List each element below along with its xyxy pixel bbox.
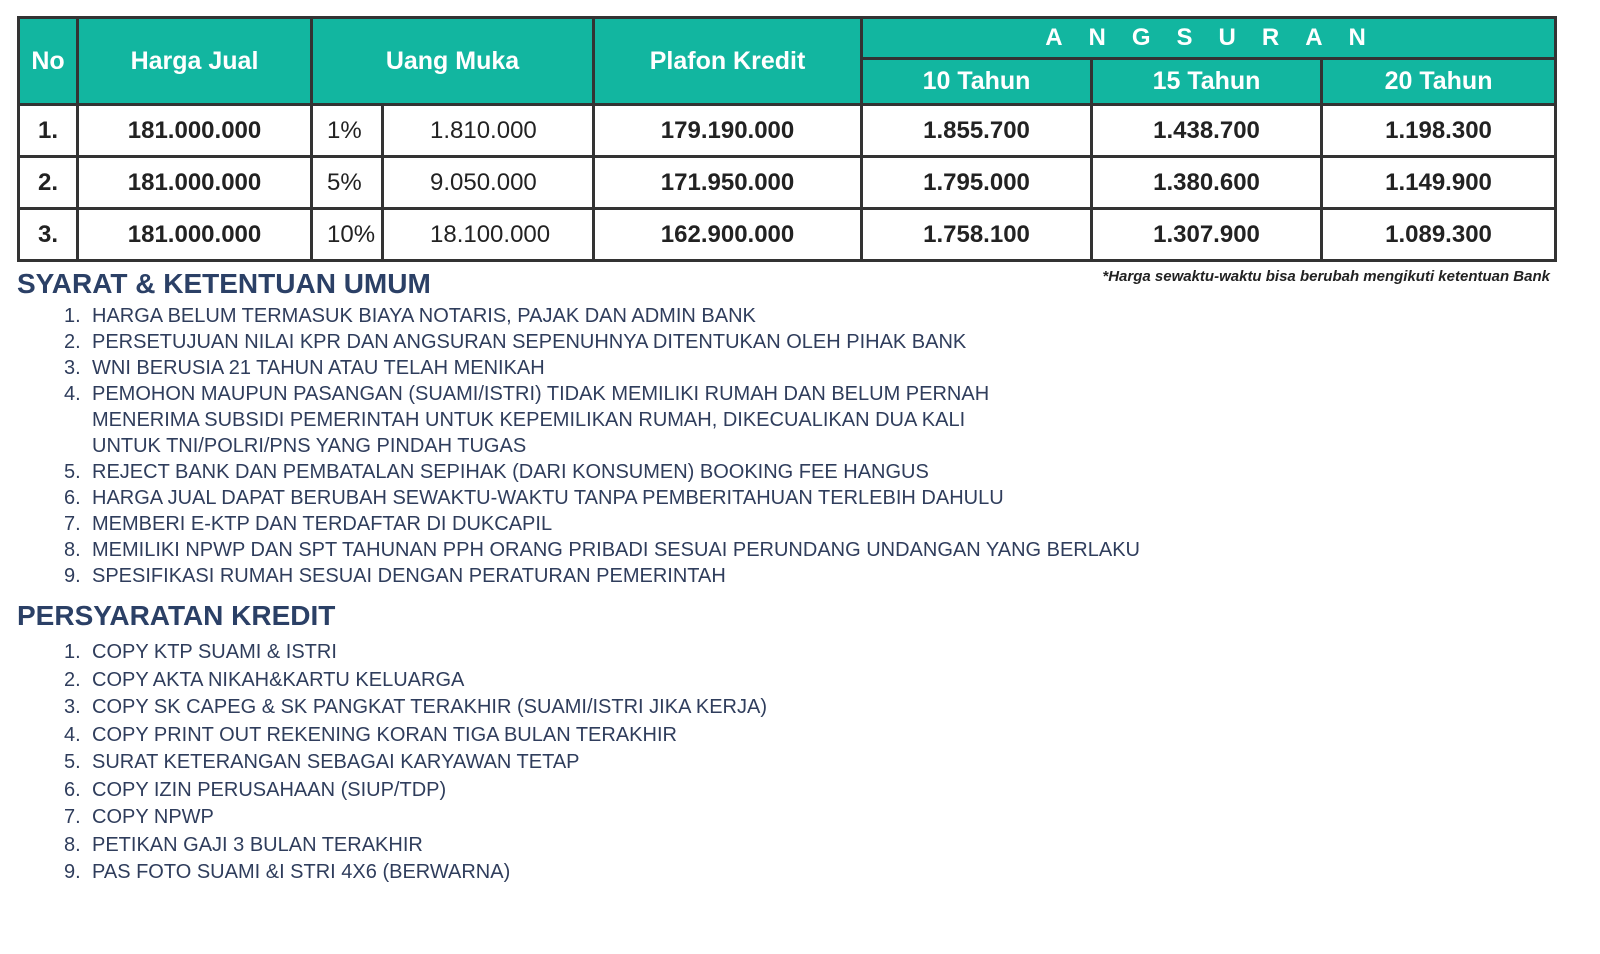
list-item	[64, 804, 767, 832]
header-harga-jual: Harga Jual	[78, 18, 312, 105]
list-item	[64, 381, 1140, 459]
cell-harga: 181.000.000	[78, 105, 312, 157]
list-item	[64, 303, 1140, 329]
list-item	[64, 749, 767, 777]
header-plafon-kredit: Plafon Kredit	[594, 18, 862, 105]
cell-angsuran-20: 1.089.300	[1322, 209, 1556, 261]
syarat-list	[64, 303, 1140, 589]
list-item	[64, 459, 1140, 485]
cell-dp: 18.100.000	[383, 209, 594, 261]
cell-angsuran-20: 1.198.300	[1322, 105, 1556, 157]
cell-angsuran-15: 1.438.700	[1092, 105, 1322, 157]
list-item-number: 4.	[64, 723, 81, 746]
list-item	[64, 694, 767, 722]
list-item-number: 3.	[64, 696, 81, 718]
cell-angsuran-15: 1.380.600	[1092, 157, 1322, 209]
header-uang-muka: Uang Muka	[312, 18, 594, 105]
header-angsuran: ANGSURAN	[862, 18, 1556, 59]
list-item-number: 5.	[64, 751, 81, 773]
list-item-number: 8.	[64, 833, 81, 856]
list-item-text: COPY PRINT OUT REKENING KORAN TIGA BULAN TERAKHIR	[92, 723, 677, 746]
list-item-text: PEMOHON MAUPUN PASANGAN (SUAMI/ISTRI) TIDAK MEMILIKI RUMAH DAN BELUM PERNAH MENERIMA SUBSIDI PEMERINTAH UNTUK KEPEMILIKAN RUMAH, DIKECUALIKAN DUA KALI UNTUK TNI/POLRI/PNS YANG PINDAH TUGAS	[92, 383, 990, 457]
list-item-text: MEMILIKI NPWP DAN SPT TAHUNAN PPH ORANG PRIBADI SESUAI PERUNDANG UNDANGAN YANG BERLAKU	[92, 539, 1140, 561]
list-item	[64, 832, 767, 860]
list-item-text: SPESIFIKASI RUMAH SESUAI DENGAN PERATURAN PEMERINTAH	[92, 565, 726, 587]
cell-angsuran-10: 1.758.100	[862, 209, 1092, 261]
list-item	[64, 777, 767, 805]
list-item-text: HARGA JUAL DAPAT BERUBAH SEWAKTU-WAKTU TANPA PEMBERITAHUAN TERLEBIH DAHULU	[92, 487, 1004, 509]
list-item-text: HARGA BELUM TERMASUK BIAYA NOTARIS, PAJAK DAN ADMIN BANK	[92, 305, 756, 327]
list-item	[64, 563, 1140, 589]
cell-harga: 181.000.000	[78, 209, 312, 261]
list-item-text: REJECT BANK DAN PEMBATALAN SEPIHAK (DARI KONSUMEN) BOOKING FEE HANGUS	[92, 461, 929, 483]
cell-plafon: 171.950.000	[594, 157, 862, 209]
list-item-text: PETIKAN GAJI 3 BULAN TERAKHIR	[92, 833, 423, 856]
list-item-number: 8.	[64, 539, 81, 561]
list-item-number: 1.	[64, 641, 81, 663]
header-tenor-10: 10 Tahun	[862, 59, 1092, 105]
table-row	[19, 105, 1556, 157]
list-item-number: 6.	[64, 778, 81, 801]
cell-pct: 10%	[312, 209, 383, 261]
price-change-note: *Harga sewaktu-waktu bisa berubah mengikuti ketentuan Bank	[1102, 268, 1550, 285]
cell-angsuran-15: 1.307.900	[1092, 209, 1322, 261]
list-item-text: COPY SK CAPEG & SK PANGKAT TERAKHIR (SUAMI/ISTRI JIKA KERJA)	[92, 696, 767, 718]
list-item-text: MEMBERI E-KTP DAN TERDAFTAR DI DUKCAPIL	[92, 513, 553, 535]
cell-no: 1.	[19, 105, 78, 157]
price-table	[17, 16, 1557, 262]
cell-harga: 181.000.000	[78, 157, 312, 209]
list-item	[64, 722, 767, 750]
cell-angsuran-20: 1.149.900	[1322, 157, 1556, 209]
syarat-title: SYARAT & KETENTUAN UMUM	[17, 268, 431, 299]
list-item-number: 7.	[64, 806, 81, 828]
list-item-text: SURAT KETERANGAN SEBAGAI KARYAWAN TETAP	[92, 751, 580, 773]
cell-angsuran-10: 1.855.700	[862, 105, 1092, 157]
kredit-title: PERSYARATAN KREDIT	[17, 600, 336, 631]
list-item-text: WNI BERUSIA 21 TAHUN ATAU TELAH MENIKAH	[92, 357, 545, 379]
list-item	[64, 329, 1140, 355]
list-item-number: 9.	[64, 565, 81, 587]
list-item	[64, 485, 1140, 511]
cell-pct: 1%	[312, 105, 383, 157]
list-item-text: COPY AKTA NIKAH&KARTU KELUARGA	[92, 668, 465, 691]
list-item-number: 5.	[64, 461, 81, 483]
list-item-text: COPY KTP SUAMI & ISTRI	[92, 641, 337, 663]
cell-plafon: 179.190.000	[594, 105, 862, 157]
list-item-text: COPY IZIN PERUSAHAAN (SIUP/TDP)	[92, 778, 447, 801]
cell-angsuran-10: 1.795.000	[862, 157, 1092, 209]
list-item	[64, 667, 767, 695]
list-item-number: 1.	[64, 305, 81, 327]
list-item-text: PAS FOTO SUAMI &I STRI 4X6 (BERWARNA)	[92, 861, 511, 883]
cell-no: 2.	[19, 157, 78, 209]
header-tenor-20: 20 Tahun	[1322, 59, 1556, 105]
list-item	[64, 859, 767, 887]
list-item-number: 7.	[64, 513, 81, 535]
cell-dp: 1.810.000	[383, 105, 594, 157]
list-item-number: 3.	[64, 357, 81, 379]
cell-plafon: 162.900.000	[594, 209, 862, 261]
header-tenor-15: 15 Tahun	[1092, 59, 1322, 105]
kredit-list	[64, 639, 767, 887]
list-item-number: 2.	[64, 331, 81, 353]
header-no: No	[19, 18, 78, 105]
list-item-number: 2.	[64, 668, 81, 691]
list-item-number: 9.	[64, 861, 81, 883]
list-item-text: PERSETUJUAN NILAI KPR DAN ANGSURAN SEPENUHNYA DITENTUKAN OLEH PIHAK BANK	[92, 331, 967, 353]
table-row	[19, 157, 1556, 209]
list-item	[64, 511, 1140, 537]
cell-dp: 9.050.000	[383, 157, 594, 209]
cell-pct: 5%	[312, 157, 383, 209]
cell-no: 3.	[19, 209, 78, 261]
list-item	[64, 639, 767, 667]
list-item-number: 6.	[64, 487, 81, 509]
list-item-number: 4.	[64, 383, 81, 405]
list-item	[64, 537, 1140, 563]
list-item-text: COPY NPWP	[92, 806, 214, 828]
table-row	[19, 209, 1556, 261]
list-item	[64, 355, 1140, 381]
